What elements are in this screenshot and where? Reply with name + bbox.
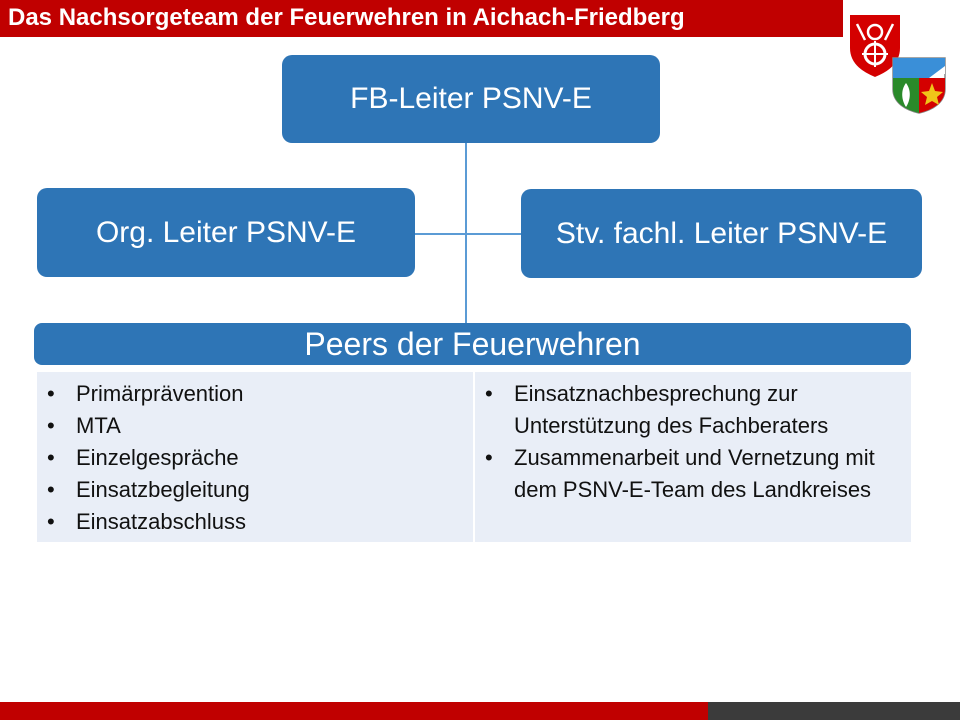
list-item: • Zusammenarbeit und Vernetzung mit dem PSNV-E-Team des Landkreises [485, 442, 911, 506]
peers-tasks-right-list [485, 378, 911, 506]
org-leiter-label: Org. Leiter PSNV-E [95, 215, 357, 249]
footer-red-bar [0, 702, 708, 720]
org-leiter-box [37, 188, 415, 277]
title-bar [0, 0, 843, 37]
list-item: • Einzelgespräche [47, 442, 473, 474]
list-item: • Einsatznachbesprechung zur Unterstützung des Fachberaters [485, 378, 911, 442]
page-title: Das Nachsorgeteam der Feuerwehren in Aichach-Friedberg [8, 4, 685, 31]
peers-tasks-left-list [47, 378, 473, 538]
list-item: • Einsatzabschluss [47, 506, 473, 538]
peers-tasks-right-panel [475, 372, 911, 542]
county-coat-of-arms-icon [890, 55, 948, 115]
footer-grey-bar [708, 702, 960, 720]
peers-tasks-left-panel [37, 372, 473, 542]
list-item: • MTA [47, 410, 473, 442]
fb-leiter-box [282, 55, 660, 143]
stv-leiter-label: Stv. fachl. Leiter PSNV-E [555, 216, 888, 250]
peers-title: Peers der Feuerwehren [304, 325, 641, 362]
fb-leiter-label: FB-Leiter PSNV-E [350, 82, 592, 115]
list-item: • Primärprävention [47, 378, 473, 410]
stv-leiter-box [521, 189, 922, 278]
list-item: • Einsatzbegleitung [47, 474, 473, 506]
horizontal-connector-line [412, 233, 526, 235]
peers-header [34, 323, 911, 365]
